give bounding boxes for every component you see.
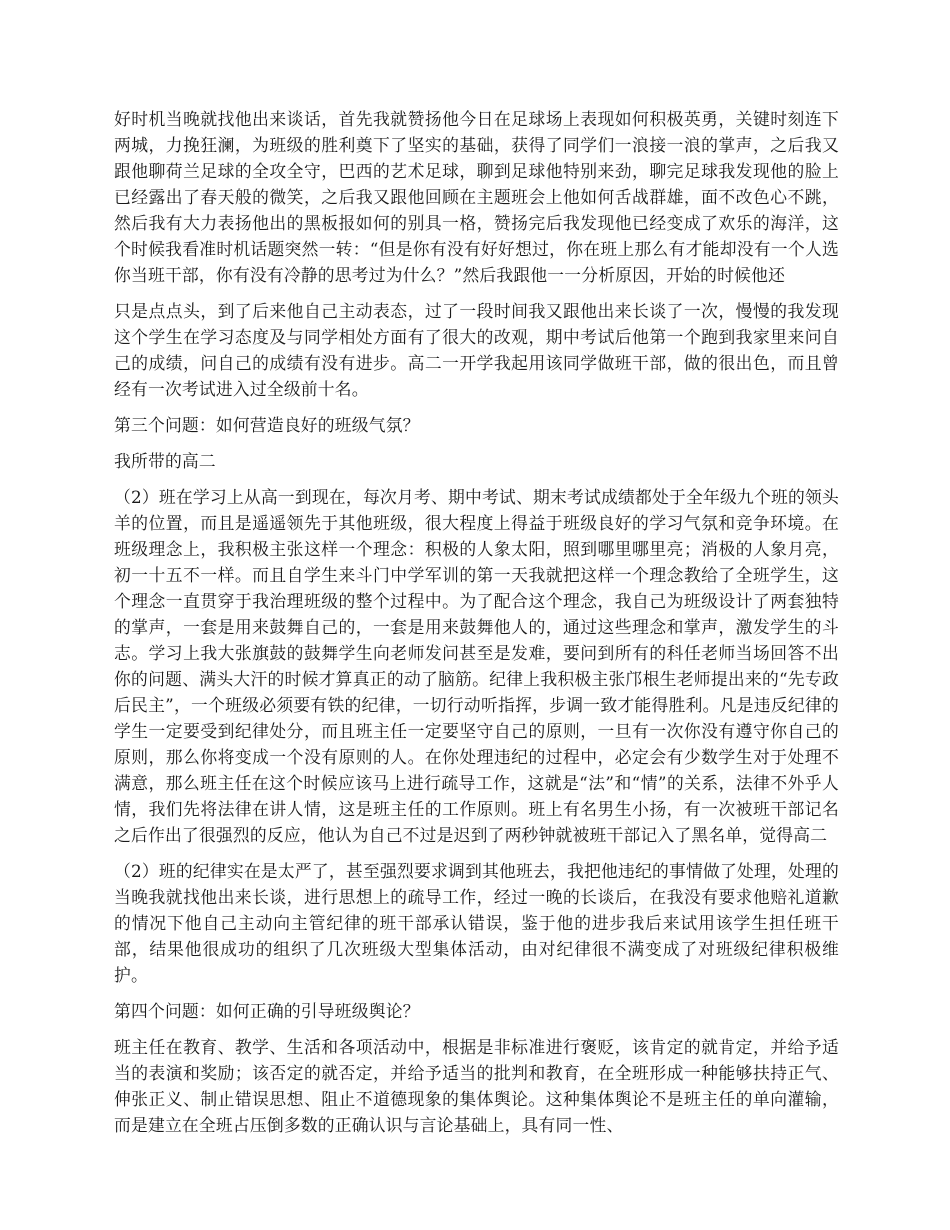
paragraph-student-improvement: 只是点点头，到了后来他自己主动表态，过了一段时间我又跟他出来长谈了一次，慢慢的我发现这个学生在学习态度及与同学相处方面有了很大的改观，期中考试后他第一个跑到我家里来问自己的成绩，问自己的成绩有没有进步。高二一开学我起用该同学做班干部，做的很出色，而且曾经有一次考试进入过全级前十名。: [114, 301, 839, 399]
document-body: [114, 106, 839, 1148]
paragraph-my-class-intro: 我所带的高二: [114, 451, 216, 471]
heading-question-three: 第三个问题：如何营造良好的班级气氛？: [114, 415, 420, 435]
paragraph-public-opinion: 班主任在教育、教学、生活和各项活动中，根据是非标准进行褒贬，该肯定的就肯定，并给予适当的表演和奖励；该否定的就否定，并给予适当的批判和教育，在全班形成一种能够扶持正气、伸张正义、制止错误思想、阻止不道德现象的集体舆论。这种集体舆论不是班主任的单向灌输，而是建立在全班占压倒多数的正确认识与言论基础上，具有同一性、: [114, 1037, 839, 1135]
paragraph-class-atmosphere: （2）班在学习上从高一到现在，每次月考、期中考试、期末考试成绩都处于全年级九个班的领头羊的位置，而且是遥遥领先于其他班级，很大程度上得益于班级良好的学习气氛和竞争环境。在班级理念上，我积极主张这样一个理念：积极的人象太阳，照到哪里哪里亮；消极的人象月亮，初一十五不一样。而且自学生来斗门中学军训的第一天我就把这样一个理念教给了全班学生，这个理念一直贯穿于我治理班级的整个过程中。为了配合这个理念，我自己为班级设计了两套独特的掌声，一套是用来鼓舞自己的，一套是用来鼓舞他人的，通过这些理念和掌声，激发学生的斗志。学习上我大张旗鼓的鼓舞学生向老师发问甚至是发难，要问到所有的科任老师当场回答不出你的问题、满头大汗的时候才算真正的动了脑筋。纪律上我积极主张邝根生老师提出来的“先专政后民主”，一个班级必须要有铁的纪律，一切行动听指挥，步调一致才能得胜利。凡是违反纪律的学生一定要受到纪律处分，而且班主任一定要坚守自己的原则，一旦有一次你没有遵守你自己的原则，那么你将变成一个没有原则的人。在你处理违纪的过程中，必定会有少数学生对于处理不满意，那么班主任在这个时候应该马上进行疏导工作，这就是“法”和“情”的关系，法律不外乎人情，我们先将法律在讲人情，这是班主任的工作原则。班上有名男生小扬，有一次被班干部记名之后作出了很强烈的反应，他认为自己不过是迟到了两秒钟就被班干部记入了黑名单，觉得高二: [114, 487, 839, 845]
paragraph-talk-after-football: 好时机当晚就找他出来谈话，首先我就赞扬他今日在足球场上表现如何积极英勇，关键时刻连下两城，力挽狂澜，为班级的胜利奠下了坚实的基础，获得了同学们一浪接一浪的掌声，之后我又跟他聊荷兰足球的全攻全守，巴西的艺术足球，聊到足球他特别来劲，聊完足球我发现他的脸上已经露出了春天般的微笑，之后我又跟他回顾在主题班会上他如何舌战群雄，面不改色心不跳，然后我有大力表扬他出的黑板报如何的别具一格，赞扬完后我发现他已经变成了欢乐的海洋，这个时候我看准时机话题突然一转：“但是你有没有好好想过，你在班上那么有才能却没有一个人选你当班干部，你有没有冷静的思考过为什么？”然后我跟他一一分析原因，开始的时候他还: [114, 109, 839, 285]
paragraph-discipline-case: （2）班的纪律实在是太严了，甚至强烈要求调到其他班去，我把他违纪的事情做了处理，处理的当晚我就找他出来长谈，进行思想上的疏导工作，经过一晚的长谈后，在我没有要求他赔礼道歉的情况下他自己主动向主管纪律的班干部承认错误，鉴于他的进步我后来试用该学生担任班干部，结果他很成功的组织了几次班级大型集体活动，由对纪律很不满变成了对班级纪律积极维护。: [114, 861, 839, 985]
heading-question-four: 第四个问题：如何正确的引导班级舆论？: [114, 1001, 420, 1021]
